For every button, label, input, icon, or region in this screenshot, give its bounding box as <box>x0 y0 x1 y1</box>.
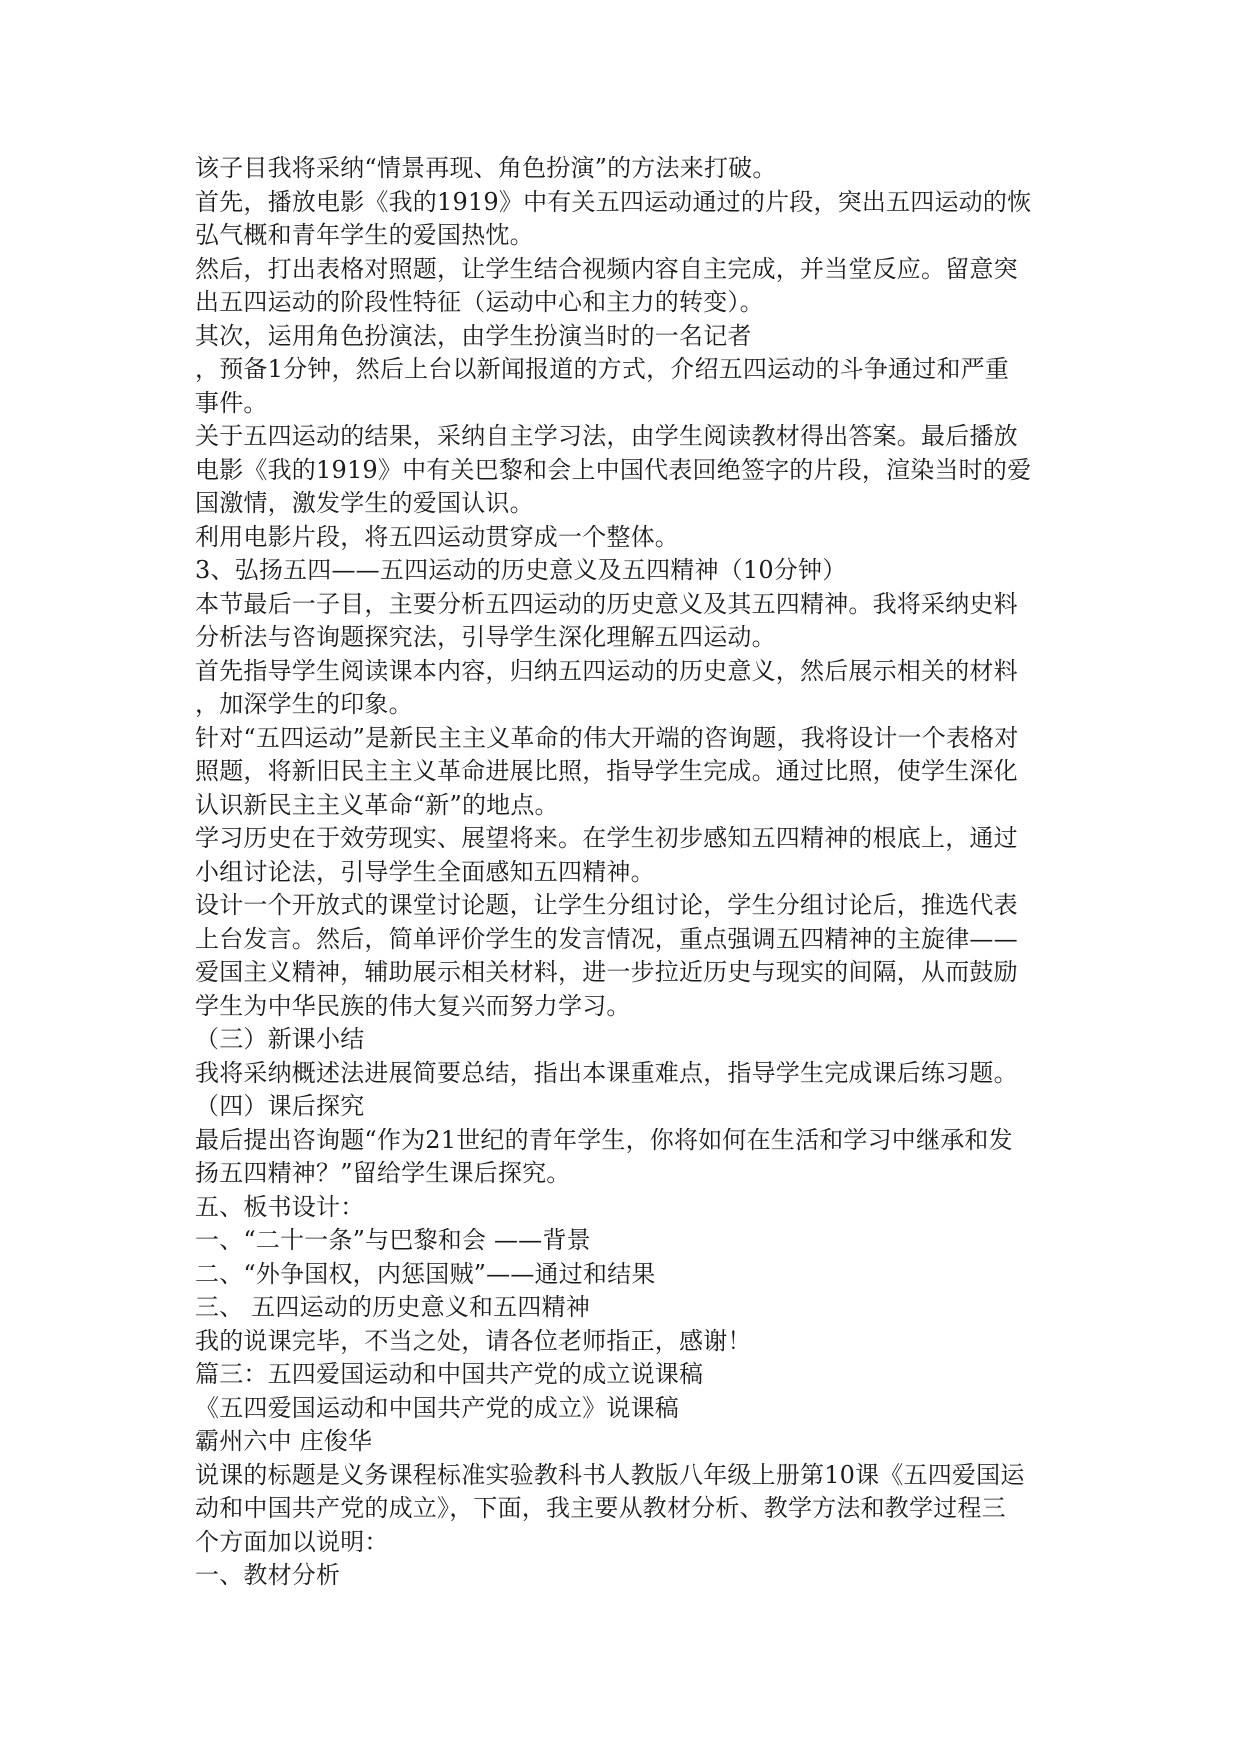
article-subtitle: 《五四爱国运动和中国共产党的成立》说课稿 <box>195 1393 679 1422</box>
text-line: 上台发言。然后，简单评价学生的发言情况，重点强调五四精神的主旋律—— <box>195 924 1018 953</box>
text-line: 个方面加以说明： <box>195 1527 389 1556</box>
section-heading: 3、弘扬五四——五四运动的历史意义及五四精神（10分钟） <box>195 556 847 584</box>
text-line: 然后，打出表格对照题，让学生结合视频内容自主完成，并当堂反应。留意突 <box>195 254 1018 283</box>
board-design-item: 三、 五四运动的历史意义和五四精神 <box>195 1293 591 1321</box>
text-line: 本节最后一子目，主要分析五四运动的历史意义及其五四精神。我将采纳史料 <box>195 589 1018 618</box>
text-line: 扬五四精神？”留给学生课后探究。 <box>195 1159 571 1187</box>
text-line: 我的说课完毕，不当之处，请各位老师指正，感谢！ <box>195 1326 752 1355</box>
text-line: 关于五四运动的结果，采纳自主学习法，由学生阅读教材得出答案。最后播放 <box>195 422 1018 450</box>
section-heading: （四）课后探究 <box>195 1092 365 1120</box>
text-line: 首先，播放电影《我的1919》中有关五四运动通过的片段，突出五四运动的恢 <box>195 187 1032 216</box>
text-line: 该子目我将采纳“情景再现、角色扮演”的方法来打破。 <box>195 154 777 182</box>
text-line: 事件。 <box>195 388 268 417</box>
text-line: 我将采纳概述法进展简要总结，指出本课重难点，指导学生完成课后练习题。 <box>195 1058 1018 1087</box>
text-line: 电影《我的1919》中有关巴黎和会上中国代表回绝签字的片段，渲染当时的爱 <box>195 455 1032 484</box>
text-line: 弘气概和青年学生的爱国热忱。 <box>195 221 534 249</box>
text-line: 出五四运动的阶段性特征（运动中心和主力的转变）。 <box>195 288 764 316</box>
board-design-item: 二、“外争国权，内惩国贼”——通过和结果 <box>195 1259 656 1288</box>
text-line: 利用电影片段，将五四运动贯穿成一个整体。 <box>195 522 679 551</box>
text-line: 动和中国共产党的成立》，下面，我主要从教材分析、教学方法和教学过程三 <box>195 1494 1006 1522</box>
text-line: 最后提出咨询题“作为21世纪的青年学生，你将如何在生活和学习中继承和发 <box>195 1125 1013 1154</box>
text-line: 学习历史在于效劳现实、展望将来。在学生初步感知五四精神的根底上，通过 <box>195 824 1018 852</box>
text-line: 国激情，激发学生的爱国认识。 <box>195 489 534 517</box>
text-line: 说课的标题是义务课程标准实验教科书人教版八年级上册第10课《五四爱国运 <box>195 1460 1025 1489</box>
text-line: 学生为中华民族的伟大复兴而努力学习。 <box>195 991 631 1020</box>
text-line: 小组讨论法，引导学生全面感知五四精神。 <box>195 857 655 886</box>
text-line: ，预备1分钟，然后上台以新闻报道的方式，介绍五四运动的斗争通过和严重 <box>195 355 1010 383</box>
board-design-item: 一、“二十一条”与巴黎和会 ——背景 <box>195 1226 591 1254</box>
text-line: 照题，将新旧民主主义革命进展比照，指导学生完成。通过比照，使学生深化 <box>195 757 1018 785</box>
text-line: 设计一个开放式的课堂讨论题，让学生分组讨论，学生分组讨论后，推选代表 <box>195 891 1018 919</box>
text-line: 其次，运用角色扮演法，由学生扮演当时的一名记者 <box>195 321 752 350</box>
section-heading: 一、教材分析 <box>195 1561 341 1589</box>
article-title: 篇三：五四爱国运动和中国共产党的成立说课稿 <box>195 1360 704 1388</box>
text-line: ，加深学生的印象。 <box>195 690 413 718</box>
document-body <box>195 152 1045 1593</box>
author-line: 霸州六中 庄俊华 <box>195 1427 373 1455</box>
text-line: 爱国主义精神，辅助展示相关材料，进一步拉近历史与现实的间隔，从而鼓励 <box>195 958 1018 986</box>
text-line: 首先指导学生阅读课本内容，归纳五四运动的历史意义，然后展示相关的材料 <box>195 656 1018 685</box>
text-line: 认识新民主主义革命“新”的地点。 <box>195 790 559 819</box>
section-heading: （三）新课小结 <box>195 1025 365 1053</box>
text-line: 分析法与咨询题探究法，引导学生深化理解五四运动。 <box>195 623 776 651</box>
section-heading: 五、板书设计： <box>195 1192 365 1221</box>
text-line: 针对“五四运动”是新民主主义革命的伟大开端的咨询题，我将设计一个表格对 <box>195 723 1019 752</box>
